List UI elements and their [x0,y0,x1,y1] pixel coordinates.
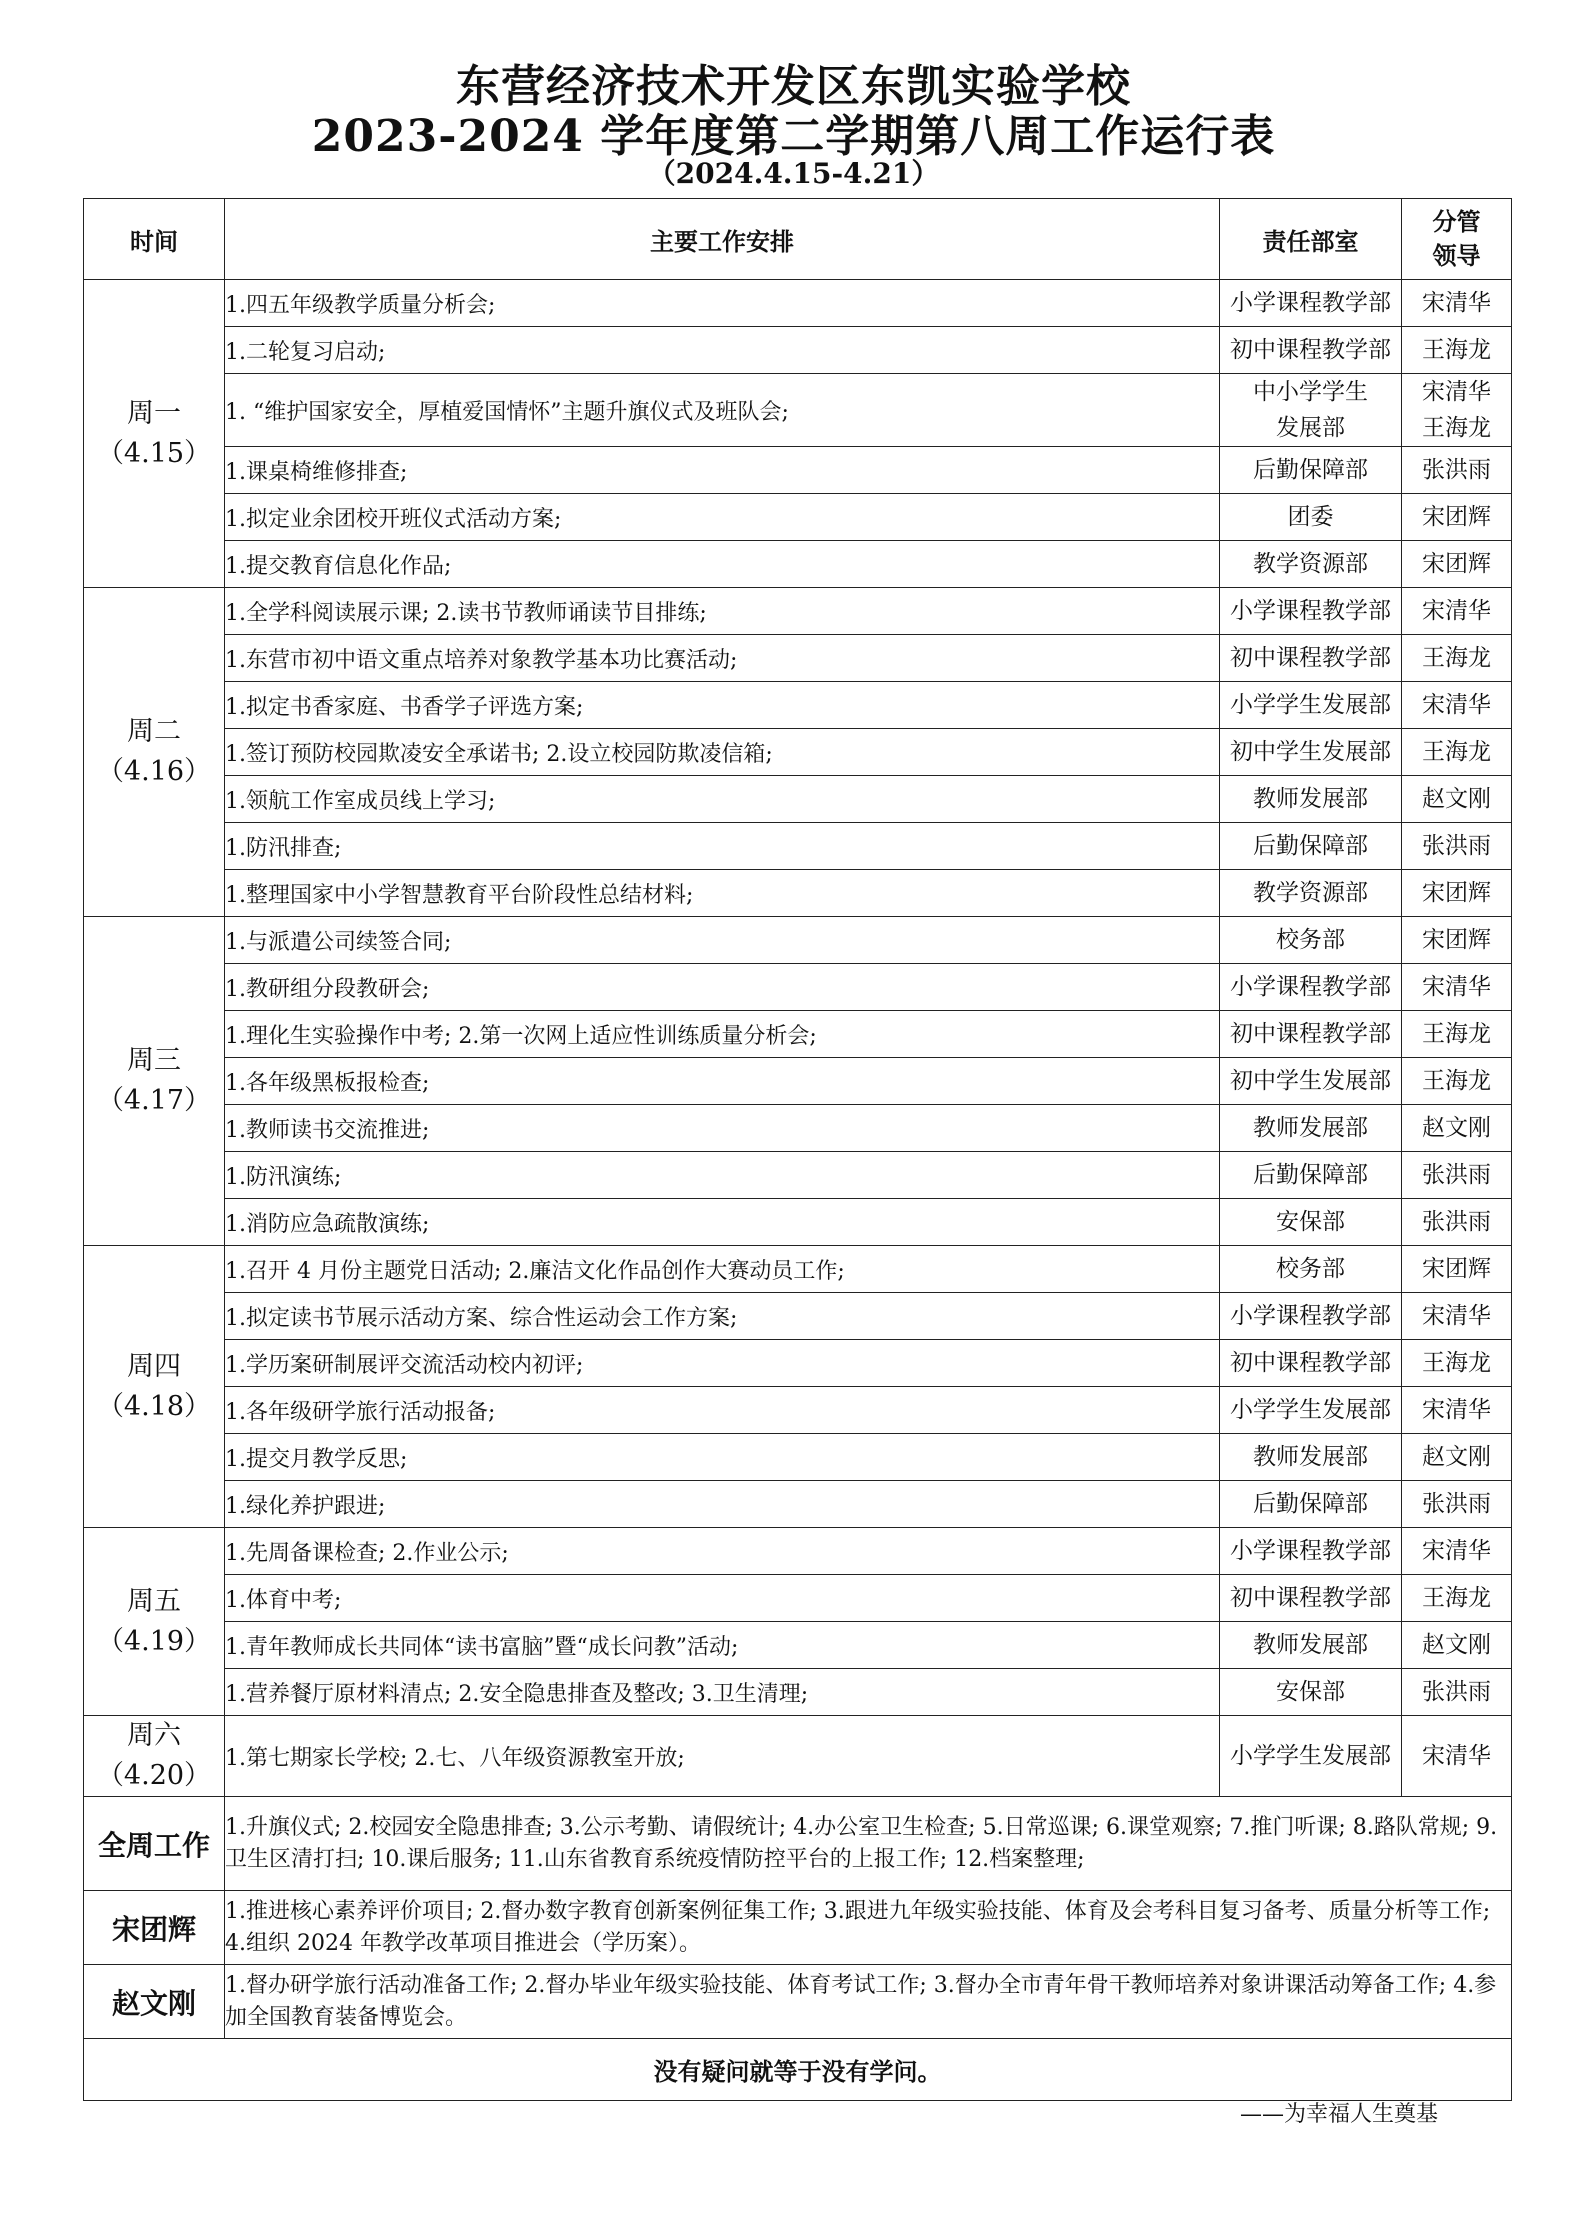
table-row [84,635,1512,682]
table-row [84,1293,1512,1340]
table-row [84,1340,1512,1387]
table-row [84,917,1512,964]
dept-cell: 初中学生发展部 [1220,1058,1402,1105]
motto-row [84,2039,1512,2101]
task-cell: 1.第七期家长学校; 2.七、八年级资源教室开放; [225,1716,1220,1797]
table-row [84,447,1512,494]
date-range: （2024.4.15-4.21） [647,157,940,190]
table-row [84,1199,1512,1246]
day-name: 周四 [127,1350,181,1382]
task-cell: 1.学历案研制展评交流活动校内初评; [225,1340,1220,1387]
lead-cell: 宋清华 [1402,280,1512,327]
lead-cell: 赵文刚 [1402,1105,1512,1152]
table-row [84,280,1512,327]
day-cell [84,1246,225,1528]
task-cell: 1.防汛演练; [225,1152,1220,1199]
dept-cell: 教师发展部 [1220,1105,1402,1152]
dept-cell: 小学课程教学部 [1220,1293,1402,1340]
leader-2-text: 1.督办研学旅行活动准备工作; 2.督办毕业年级实验技能、体育考试工作; 3.督办全市青年骨干教师培养对象讲课活动筹备工作; 4.参加全国教育装备博览会。 [225,1965,1512,2039]
table-row [84,1622,1512,1669]
dept-cell: 安保部 [1220,1669,1402,1716]
task-cell: 1.理化生实验操作中考; 2.第一次网上适应性训练质量分析会; [225,1011,1220,1058]
task-cell: 1.拟定业余团校开班仪式活动方案; [225,494,1220,541]
table-row [84,588,1512,635]
task-cell: 1.二轮复习启动; [225,327,1220,374]
dept-cell: 后勤保障部 [1220,1152,1402,1199]
table-row [84,1058,1512,1105]
task-cell: 1.拟定读书节展示活动方案、综合性运动会工作方案; [225,1293,1220,1340]
day-date: （4.17） [96,1085,212,1116]
table-row [84,964,1512,1011]
day-cell [84,1528,225,1716]
table-row [84,1716,1512,1797]
table-row [84,327,1512,374]
task-cell: 1.签订预防校园欺凌安全承诺书; 2.设立校园防欺凌信箱; [225,729,1220,776]
lead-cell: 王海龙 [1402,729,1512,776]
task-cell: 1.全学科阅读展示课; 2.读书节教师诵读节目排练; [225,588,1220,635]
table-row [84,1434,1512,1481]
dept-cell: 初中课程教学部 [1220,1011,1402,1058]
lead-cell: 宋团辉 [1402,494,1512,541]
weekly-work-text: 1.升旗仪式; 2.校园安全隐患排查; 3.公示考勤、请假统计; 4.办公室卫生检查; 5.日常巡课; 6.课堂观察; 7.推门听课; 8.路队常规; 9.卫生区清打扫; 10.课后服务; 11.山东省教育系统疫情防控平台的上报工作; 12.档案整理; [225,1797,1512,1891]
dept-cell: 小学学生发展部 [1220,1387,1402,1434]
table-row [84,729,1512,776]
lead-cell: 王海龙 [1402,327,1512,374]
dept-cell: 初中课程教学部 [1220,1340,1402,1387]
lead-cell: 宋清华 [1402,1387,1512,1434]
task-cell: 1.各年级研学旅行活动报备; [225,1387,1220,1434]
lead-cell: 赵文刚 [1402,1622,1512,1669]
lead-cell: 赵文刚 [1402,776,1512,823]
task-cell: 1.召开 4 月份主题党日活动; 2.廉洁文化作品创作大赛动员工作; [225,1246,1220,1293]
day-date: （4.20） [96,1760,212,1791]
leader-row-2 [84,1965,1512,2039]
leader-2-label: 赵文刚 [84,1965,225,2039]
header-dept: 责任部室 [1220,199,1402,280]
dept-cell: 小学课程教学部 [1220,964,1402,1011]
dept-cell: 教学资源部 [1220,541,1402,588]
task-cell: 1.防汛排查; [225,823,1220,870]
leader-1-label: 宋团辉 [84,1891,225,1965]
table-row [84,870,1512,917]
lead-cell: 宋清华 [1402,1293,1512,1340]
lead-cell: 王海龙 [1402,1575,1512,1622]
dept-cell: 后勤保障部 [1220,447,1402,494]
table-row [84,682,1512,729]
day-cell [84,917,225,1246]
lead-cell: 宋清华 [1402,1528,1512,1575]
day-cell [84,1716,225,1797]
table-row [84,1246,1512,1293]
lead-cell: 宋清华 [1402,1716,1512,1797]
table-row [84,1387,1512,1434]
dept-cell: 初中课程教学部 [1220,327,1402,374]
lead-cell: 王海龙 [1402,1340,1512,1387]
lead-cell: 王海龙 [1402,635,1512,682]
task-cell: 1.各年级黑板报检查; [225,1058,1220,1105]
day-name: 周三 [127,1045,181,1076]
task-cell: 1.先周备课检查; 2.作业公示; [225,1528,1220,1575]
table-row [84,1528,1512,1575]
dept-cell: 小学课程教学部 [1220,280,1402,327]
day-name: 周一 [127,397,181,429]
task-cell: 1.领航工作室成员线上学习; [225,776,1220,823]
dept-cell: 教师发展部 [1220,1622,1402,1669]
day-name: 周二 [127,716,181,747]
task-cell: 1.四五年级教学质量分析会; [225,280,1220,327]
task-cell: 1.绿化养护跟进; [225,1481,1220,1528]
lead-cell: 宋团辉 [1402,1246,1512,1293]
task-cell: 1.整理国家中小学智慧教育平台阶段性总结材料; [225,870,1220,917]
lead-cell: 张洪雨 [1402,1199,1512,1246]
table-row [84,1669,1512,1716]
dept-cell: 教师发展部 [1220,776,1402,823]
slogan: ——为幸福人生奠基 [1240,2102,1439,2127]
task-cell: 1.提交月教学反思; [225,1434,1220,1481]
day-date: （4.15） [96,437,212,469]
task-cell: 1.提交教育信息化作品; [225,541,1220,588]
task-cell: 1.教研组分段教研会; [225,964,1220,1011]
dept-cell: 初中课程教学部 [1220,1575,1402,1622]
dept-cell: 教学资源部 [1220,870,1402,917]
lead-cell: 赵文刚 [1402,1434,1512,1481]
dept-cell: 校务部 [1220,917,1402,964]
table-row [84,1105,1512,1152]
lead-cell: 宋清华 [1402,964,1512,1011]
task-cell: 1.消防应急疏散演练; [225,1199,1220,1246]
schedule-table [83,198,1512,2101]
task-cell: 1.拟定书香家庭、书香学子评选方案; [225,682,1220,729]
dept-cell: 后勤保障部 [1220,1481,1402,1528]
document-subtitle: 2023-2024 学年度第二学期第八周工作运行表 [311,111,1276,162]
dept-cell: 小学课程教学部 [1220,1528,1402,1575]
day-date: （4.19） [96,1625,212,1657]
task-cell: 1.营养餐厅原材料清点; 2.安全隐患排查及整改; 3.卫生清理; [225,1669,1220,1716]
dept-cell: 小学课程教学部 [1220,588,1402,635]
day-name: 周五 [127,1585,181,1617]
table-row [84,823,1512,870]
dept-cell: 小学学生发展部 [1220,682,1402,729]
dept-cell: 中小学学生 发展部 [1220,374,1402,447]
table-row [84,1152,1512,1199]
lead-cell: 宋团辉 [1402,541,1512,588]
table-row [84,776,1512,823]
day-cell [84,588,225,917]
motto: 没有疑问就等于没有学问。 [84,2039,1512,2101]
weekly-work-label: 全周工作 [84,1797,225,1891]
lead-cell: 张洪雨 [1402,447,1512,494]
dept-cell: 教师发展部 [1220,1434,1402,1481]
lead-cell: 张洪雨 [1402,1669,1512,1716]
header-lead: 分管 领导 [1402,199,1512,280]
day-cell [84,280,225,588]
lead-cell: 宋团辉 [1402,917,1512,964]
schedule-body [84,280,1512,1797]
lead-cell: 张洪雨 [1402,1152,1512,1199]
lead-cell: 宋清华 [1402,682,1512,729]
table-row [84,541,1512,588]
task-cell: 1.与派遣公司续签合同; [225,917,1220,964]
task-cell: 1.青年教师成长共同体“读书富脑”暨“成长问教”活动; [225,1622,1220,1669]
task-cell: 1.体育中考; [225,1575,1220,1622]
task-cell: 1.东营市初中语文重点培养对象教学基本功比赛活动; [225,635,1220,682]
task-cell: 1. “维护国家安全，厚植爱国情怀”主题升旗仪式及班队会; [225,374,1220,447]
lead-cell: 王海龙 [1402,1011,1512,1058]
lead-cell: 宋清华 王海龙 [1402,374,1512,447]
header-time: 时间 [84,199,225,280]
table-row [84,494,1512,541]
dept-cell: 安保部 [1220,1199,1402,1246]
leader-row-1 [84,1891,1512,1965]
weekly-work-row [84,1797,1512,1891]
header-tasks: 主要工作安排 [225,199,1220,280]
lead-cell: 王海龙 [1402,1058,1512,1105]
task-cell: 1.教师读书交流推进; [225,1105,1220,1152]
dept-cell: 初中学生发展部 [1220,729,1402,776]
day-name: 周六 [127,1720,181,1751]
day-date: （4.16） [96,756,212,787]
lead-cell: 张洪雨 [1402,1481,1512,1528]
day-date: （4.18） [96,1390,212,1422]
lead-cell: 宋清华 [1402,588,1512,635]
table-row [84,1481,1512,1528]
document-title: 东营经济技术开发区东凯实验学校 [456,61,1131,112]
dept-cell: 初中课程教学部 [1220,635,1402,682]
lead-cell: 张洪雨 [1402,823,1512,870]
leader-1-text: 1.推进核心素养评价项目; 2.督办数字教育创新案例征集工作; 3.跟进九年级实验技能、体育及会考科目复习备考、质量分析等工作; 4.组织 2024 年教学改革项目推进会（学历案）。 [225,1891,1512,1965]
dept-cell: 校务部 [1220,1246,1402,1293]
task-cell: 1.课桌椅维修排查; [225,447,1220,494]
dept-cell: 小学学生发展部 [1220,1716,1402,1797]
table-row [84,1011,1512,1058]
dept-cell: 团委 [1220,494,1402,541]
table-row [84,374,1512,447]
table-row [84,1575,1512,1622]
dept-cell: 后勤保障部 [1220,823,1402,870]
lead-cell: 宋团辉 [1402,870,1512,917]
